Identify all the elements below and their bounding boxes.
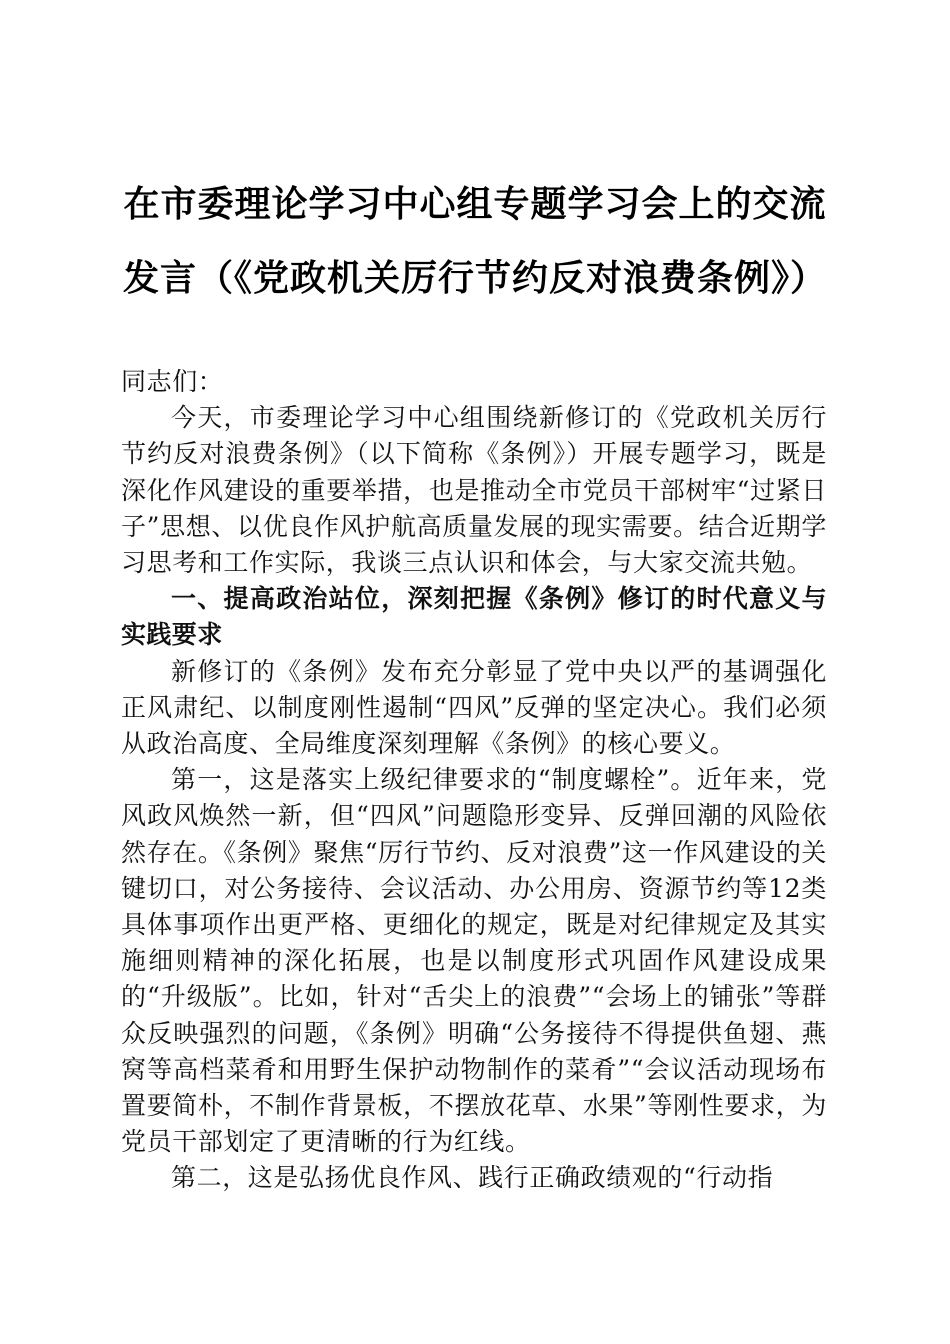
document-title: 在市委理论学习中心组专题学习会上的交流发言（《党政机关厉行节约反对浪费条例》） [122, 184, 827, 299]
paragraph-point-2: 第二，这是弘扬优良作风、践行正确政绩观的“行动指 [171, 1163, 774, 1193]
document-body [121, 364, 827, 1197]
salutation: 同志们： [121, 367, 224, 396]
paragraph-point-1: 第一，这是落实上级纪律要求的“制度螺栓”。近年来，党风政风焕然一新，但“四风”问题隐形变异、反弹回潮的风险依然存在。《条例》聚焦“厉行节约、反对浪费”这一作风建设的关键切口，对公务接待、会议活动、办公用房、资源节约等12类具体事项作出更严格、更细化的规定，既是对纪律规定及其实施细则精神的深化拓展，也是以制度形式巩固作风建设成果的“升级版”。比如，针对“舌尖上的浪费”“会场上的铺张”等群众反映强烈的问题，《条例》明确“公务接待不得提供鱼翅、燕窝等高档菜肴和用野生保护动物制作的菜肴”“会议活动现场布置要简朴，不制作背景板，不摆放花草、水果”等刚性要求，为党员干部划定了更清晰的行为红线。 [121, 765, 827, 1157]
paragraph-section-1-lead: 新修订的《条例》发布充分彰显了党中央以严的基调强化正风肃纪、以制度刚性遏制“四风”反弹的坚定决心。我们必须从政治高度、全局维度深刻理解《条例》的核心要义。 [121, 656, 827, 759]
section-heading-1: 一、提高政治站位，深刻把握《条例》修订的时代意义与实践要求 [121, 584, 827, 650]
paragraph-intro: 今天，市委理论学习中心组围绕新修订的《党政机关厉行节约反对浪费条例》（以下简称《条例》）开展专题学习，既是深化作风建设的重要举措，也是推动全市党员干部树牢“过紧日子”思想、以优良作风护航高质量发展的现实需要。结合近期学习思考和工作实际，我谈三点认识和体会，与大家交流共勉。 [121, 403, 827, 578]
